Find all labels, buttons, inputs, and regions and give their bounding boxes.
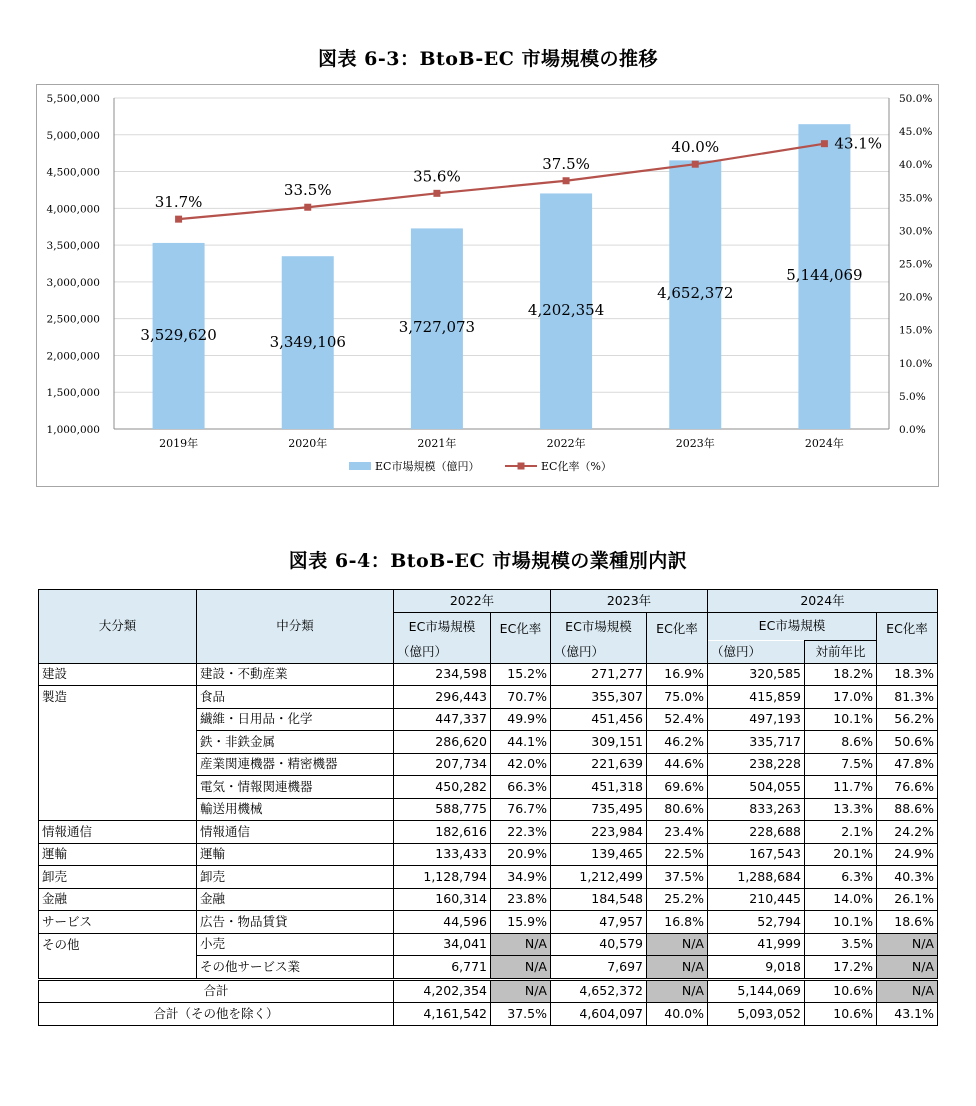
y-right-tick-label: 15.0%	[899, 324, 933, 337]
value-cell: 296,443	[394, 686, 491, 709]
header-yoy: 対前年比	[805, 641, 877, 664]
value-cell: 17.0%	[805, 686, 877, 709]
table-row-total-ex-other	[39, 1003, 938, 1026]
value-cell: 335,717	[708, 731, 805, 754]
y-left-tick-label: 1,000,000	[46, 424, 100, 436]
header-unit-2022: （億円）	[394, 641, 491, 664]
line-data-label: 37.5%	[542, 154, 590, 173]
header-ec-rate-2024: EC化率	[877, 612, 938, 663]
table-row	[39, 731, 938, 754]
value-cell: 450,282	[394, 776, 491, 799]
value-cell: 16.8%	[647, 911, 708, 934]
y-left-tick-label: 3,500,000	[46, 240, 100, 253]
value-cell: 18.3%	[877, 663, 938, 686]
middle-category-cell: 金融	[197, 888, 394, 911]
major-category-cell	[39, 956, 197, 980]
middle-category-cell: 情報通信	[197, 821, 394, 844]
x-tick-label: 2024年	[804, 437, 844, 450]
value-cell: 133,433	[394, 843, 491, 866]
value-cell: 49.9%	[491, 708, 551, 731]
value-cell: 18.6%	[877, 911, 938, 934]
line-series	[179, 144, 825, 219]
line-marker	[433, 190, 440, 197]
cell: 5,144,069	[708, 979, 805, 1003]
legend-bar-label: EC市場規模（億円）	[375, 460, 480, 473]
value-cell: 69.6%	[647, 776, 708, 799]
cell: 40.0%	[647, 1003, 708, 1026]
value-cell: 320,585	[708, 663, 805, 686]
value-cell: 11.7%	[805, 776, 877, 799]
value-cell: 16.9%	[647, 663, 708, 686]
value-cell: 160,314	[394, 888, 491, 911]
y-right-tick-label: 35.0%	[899, 192, 933, 205]
value-cell: 2.1%	[805, 821, 877, 844]
table-row	[39, 776, 938, 799]
table-row	[39, 956, 938, 980]
middle-category-cell: 鉄・非鉄金属	[197, 731, 394, 754]
major-category-cell: 建設	[39, 663, 197, 686]
value-cell: 41,999	[708, 933, 805, 956]
value-cell: 18.2%	[805, 663, 877, 686]
value-cell: 88.6%	[877, 798, 938, 821]
y-left-tick-label: 5,500,000	[46, 93, 100, 105]
figure2-title: 図表 6-4：BtoB-EC 市場規模の業種別内訳	[288, 550, 688, 572]
header-year-2024: 2024年	[708, 590, 938, 613]
header-unit-2023: （億円）	[551, 641, 647, 664]
x-tick-label: 2023年	[675, 437, 715, 450]
major-category-cell: 卸売	[39, 866, 197, 889]
middle-category-cell: 広告・物品賃貸	[197, 911, 394, 934]
cell: N/A	[647, 979, 708, 1003]
industry-breakdown-table	[38, 589, 938, 1026]
y-right-tick-label: 25.0%	[899, 258, 933, 271]
line-data-label: 43.1%	[834, 134, 883, 153]
header-unit-2024: （億円）	[708, 641, 805, 664]
value-cell: 70.7%	[491, 686, 551, 709]
value-cell: N/A	[877, 933, 938, 956]
value-cell: N/A	[647, 933, 708, 956]
value-cell: 46.2%	[647, 731, 708, 754]
header-major: 大分類	[39, 590, 197, 664]
value-cell: 23.8%	[491, 888, 551, 911]
value-cell: 47.8%	[877, 753, 938, 776]
value-cell: 40.3%	[877, 866, 938, 889]
legend-bar-swatch	[349, 462, 371, 470]
table-body	[39, 663, 938, 979]
table-row	[39, 888, 938, 911]
value-cell: 184,548	[551, 888, 647, 911]
value-cell: 24.2%	[877, 821, 938, 844]
header-ec-size-2023: EC市場規模	[551, 612, 647, 641]
line-data-label: 40.0%	[671, 138, 720, 157]
total-label: 合計	[39, 979, 394, 1003]
cell: 10.6%	[805, 979, 877, 1003]
value-cell: 23.4%	[647, 821, 708, 844]
value-cell: 451,318	[551, 776, 647, 799]
value-cell: 37.5%	[647, 866, 708, 889]
major-category-cell: 運輸	[39, 843, 197, 866]
value-cell: 210,445	[708, 888, 805, 911]
major-category-cell: 製造	[39, 686, 197, 709]
value-cell: 40,579	[551, 933, 647, 956]
value-cell: 52,794	[708, 911, 805, 934]
cell: 4,202,354	[394, 979, 491, 1003]
value-cell: 735,495	[551, 798, 647, 821]
line-data-label: 31.7%	[154, 193, 203, 212]
value-cell: 15.9%	[491, 911, 551, 934]
major-category-cell	[39, 798, 197, 821]
y-left-tick-label: 4,500,000	[46, 166, 100, 179]
cell: 4,161,542	[394, 1003, 491, 1026]
line-marker	[692, 161, 699, 168]
table-row	[39, 821, 938, 844]
y-right-tick-label: 40.0%	[899, 159, 933, 172]
x-tick-label: 2020年	[288, 437, 328, 450]
legend-line-marker	[518, 463, 525, 470]
table-row	[39, 753, 938, 776]
value-cell: 80.6%	[647, 798, 708, 821]
middle-category-cell: 卸売	[197, 866, 394, 889]
value-cell: 14.0%	[805, 888, 877, 911]
table-row	[39, 933, 938, 956]
value-cell: 34.9%	[491, 866, 551, 889]
bar-data-label: 3,529,620	[140, 326, 217, 344]
line-marker	[563, 177, 570, 184]
value-cell: 22.5%	[647, 843, 708, 866]
value-cell: 833,263	[708, 798, 805, 821]
bar-data-label: 5,144,069	[786, 266, 863, 284]
value-cell: 234,598	[394, 663, 491, 686]
cell: N/A	[877, 979, 938, 1003]
market-size-chart	[36, 84, 939, 487]
major-category-cell	[39, 753, 197, 776]
value-cell: 588,775	[394, 798, 491, 821]
major-category-cell	[39, 776, 197, 799]
cell: 37.5%	[491, 1003, 551, 1026]
table-row	[39, 843, 938, 866]
header-year-2022: 2022年	[394, 590, 551, 613]
value-cell: 25.2%	[647, 888, 708, 911]
value-cell: 56.2%	[877, 708, 938, 731]
value-cell: 75.0%	[647, 686, 708, 709]
cell: N/A	[491, 979, 551, 1003]
legend-line-label: EC化率（%）	[541, 460, 612, 473]
x-tick-label: 2022年	[546, 437, 586, 450]
value-cell: 42.0%	[491, 753, 551, 776]
value-cell: 1,288,684	[708, 866, 805, 889]
major-category-cell: サービス	[39, 911, 197, 934]
table-row	[39, 708, 938, 731]
value-cell: N/A	[491, 956, 551, 980]
cell: 10.6%	[805, 1003, 877, 1026]
value-cell: 7,697	[551, 956, 647, 980]
y-left-tick-label: 1,500,000	[46, 387, 100, 400]
value-cell: 76.7%	[491, 798, 551, 821]
cell: 4,604,097	[551, 1003, 647, 1026]
value-cell: 238,228	[708, 753, 805, 776]
header-year-2023: 2023年	[551, 590, 708, 613]
value-cell: 309,151	[551, 731, 647, 754]
value-cell: 228,688	[708, 821, 805, 844]
header-ec-rate-2023: EC化率	[647, 612, 708, 663]
value-cell: 26.1%	[877, 888, 938, 911]
major-category-cell: その他	[39, 933, 197, 956]
value-cell: 20.9%	[491, 843, 551, 866]
value-cell: 451,456	[551, 708, 647, 731]
middle-category-cell: 食品	[197, 686, 394, 709]
value-cell: 139,465	[551, 843, 647, 866]
y-right-tick-label: 45.0%	[899, 126, 933, 139]
table-row	[39, 911, 938, 934]
value-cell: 10.1%	[805, 708, 877, 731]
value-cell: 504,055	[708, 776, 805, 799]
value-cell: 182,616	[394, 821, 491, 844]
value-cell: 3.5%	[805, 933, 877, 956]
value-cell: 34,041	[394, 933, 491, 956]
major-category-cell: 情報通信	[39, 821, 197, 844]
value-cell: 15.2%	[491, 663, 551, 686]
value-cell: 81.3%	[877, 686, 938, 709]
table-row-total	[39, 979, 938, 1003]
figure1-title: 図表 6-3：BtoB-EC 市場規模の推移	[318, 48, 658, 70]
value-cell: 44.1%	[491, 731, 551, 754]
header-middle: 中分類	[197, 590, 394, 664]
middle-category-cell: 輸送用機械	[197, 798, 394, 821]
middle-category-cell: 電気・情報関連機器	[197, 776, 394, 799]
y-right-tick-label: 0.0%	[899, 424, 926, 436]
value-cell: 355,307	[551, 686, 647, 709]
table-row	[39, 686, 938, 709]
bar-data-label: 4,652,372	[657, 284, 734, 302]
value-cell: 66.3%	[491, 776, 551, 799]
middle-category-cell: 運輸	[197, 843, 394, 866]
y-left-tick-label: 4,000,000	[46, 203, 100, 216]
y-left-tick-label: 5,000,000	[46, 129, 100, 142]
value-cell: 50.6%	[877, 731, 938, 754]
line-marker	[821, 140, 828, 147]
value-cell: 22.3%	[491, 821, 551, 844]
table-row	[39, 798, 938, 821]
x-tick-label: 2021年	[417, 437, 457, 450]
header-ec-size-2024: EC市場規模	[708, 612, 877, 641]
bar-data-label: 3,349,106	[269, 333, 346, 351]
value-cell: 10.1%	[805, 911, 877, 934]
chart-canvas	[37, 85, 940, 488]
value-cell: 447,337	[394, 708, 491, 731]
value-cell: 9,018	[708, 956, 805, 980]
value-cell: N/A	[647, 956, 708, 980]
middle-category-cell: その他サービス業	[197, 956, 394, 980]
middle-category-cell: 繊維・日用品・化学	[197, 708, 394, 731]
value-cell: 223,984	[551, 821, 647, 844]
value-cell: 167,543	[708, 843, 805, 866]
value-cell: 13.3%	[805, 798, 877, 821]
value-cell: 44,596	[394, 911, 491, 934]
bar-data-label: 4,202,354	[527, 301, 605, 319]
major-category-cell: 金融	[39, 888, 197, 911]
value-cell: 6.3%	[805, 866, 877, 889]
value-cell: N/A	[491, 933, 551, 956]
major-category-cell	[39, 708, 197, 731]
middle-category-cell: 建設・不動産業	[197, 663, 394, 686]
value-cell: 24.9%	[877, 843, 938, 866]
value-cell: 286,620	[394, 731, 491, 754]
value-cell: 8.6%	[805, 731, 877, 754]
line-marker	[304, 204, 311, 211]
value-cell: 17.2%	[805, 956, 877, 980]
cell: 4,652,372	[551, 979, 647, 1003]
line-data-label: 35.6%	[413, 167, 461, 186]
y-right-tick-label: 50.0%	[899, 93, 933, 105]
value-cell: 76.6%	[877, 776, 938, 799]
table-row	[39, 866, 938, 889]
y-right-tick-label: 10.0%	[899, 357, 933, 370]
value-cell: 1,212,499	[551, 866, 647, 889]
cell: 43.1%	[877, 1003, 938, 1026]
middle-category-cell: 小売	[197, 933, 394, 956]
value-cell: 44.6%	[647, 753, 708, 776]
value-cell: 415,859	[708, 686, 805, 709]
value-cell: 1,128,794	[394, 866, 491, 889]
y-right-tick-label: 30.0%	[899, 225, 933, 238]
cell: 5,093,052	[708, 1003, 805, 1026]
value-cell: 52.4%	[647, 708, 708, 731]
y-left-tick-label: 3,000,000	[46, 276, 100, 289]
value-cell: N/A	[877, 956, 938, 980]
value-cell: 7.5%	[805, 753, 877, 776]
value-cell: 497,193	[708, 708, 805, 731]
y-left-tick-label: 2,000,000	[46, 350, 100, 363]
middle-category-cell: 産業関連機器・精密機器	[197, 753, 394, 776]
y-right-tick-label: 5.0%	[899, 390, 926, 403]
value-cell: 271,277	[551, 663, 647, 686]
table-row	[39, 663, 938, 686]
header-ec-size-2022: EC市場規模	[394, 612, 491, 641]
header-ec-rate-2022: EC化率	[491, 612, 551, 663]
bar-data-label: 3,727,073	[398, 318, 476, 336]
major-category-cell	[39, 731, 197, 754]
y-left-tick-label: 2,500,000	[46, 313, 100, 326]
x-tick-label: 2019年	[159, 437, 199, 450]
value-cell: 221,639	[551, 753, 647, 776]
y-right-tick-label: 20.0%	[899, 291, 933, 304]
total-ex-label: 合計（その他を除く）	[39, 1003, 394, 1026]
line-data-label: 33.5%	[283, 181, 332, 200]
value-cell: 6,771	[394, 956, 491, 980]
value-cell: 207,734	[394, 753, 491, 776]
line-marker	[175, 216, 182, 223]
value-cell: 20.1%	[805, 843, 877, 866]
value-cell: 47,957	[551, 911, 647, 934]
